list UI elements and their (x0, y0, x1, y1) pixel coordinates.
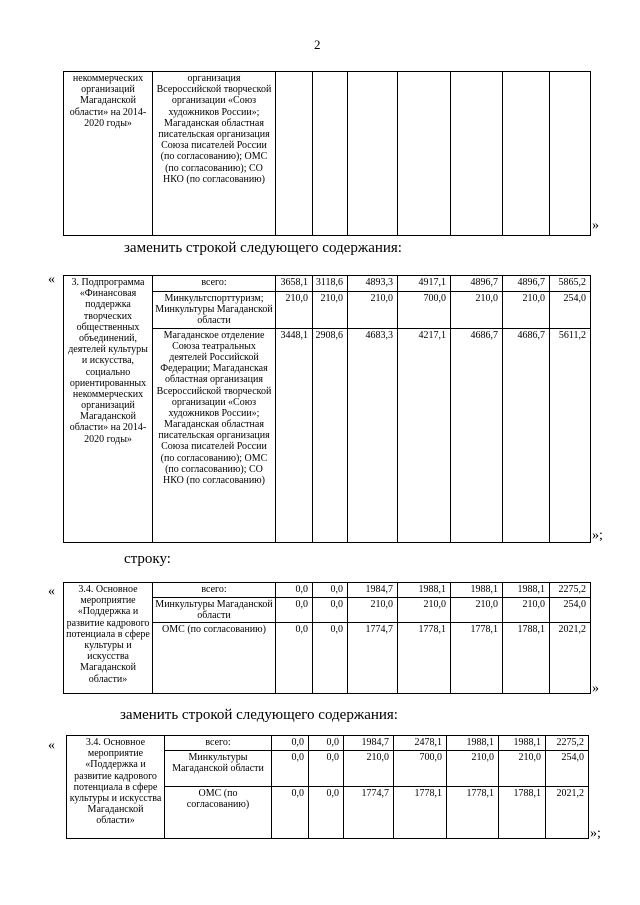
value-cell: 3448,1 (276, 328, 313, 542)
value-cell: 1988,1 (499, 736, 546, 751)
page-number: 2 (314, 37, 321, 52)
open-quote: « (48, 272, 55, 287)
value-cell: 1778,1 (447, 787, 499, 839)
program-name-cell: 3.4. Основное мероприятие «Поддержка и развитие кадрового потенциала в сфере культуры и искусства Магаданской области» (67, 736, 165, 839)
value-cell: 210,0 (348, 598, 398, 623)
value-cell: 210,0 (503, 292, 550, 329)
value-cell: 3658,1 (276, 276, 313, 292)
value-cell: 0,0 (309, 751, 344, 787)
value-cell (503, 72, 550, 236)
value-cell: 210,0 (499, 751, 546, 787)
value-cell: 4683,3 (348, 328, 398, 542)
value-cell: 700,0 (398, 292, 451, 329)
value-cell: 1988,1 (398, 583, 451, 598)
executor-cell: Минкультспорттуризм; Минкультуры Магаданской области (153, 292, 276, 329)
value-cell: 0,0 (276, 623, 313, 694)
executor-cell: Магаданское отделение Союза театральных деятелей Российской Федерации; Магаданская областная организация Всероссийской творческой организации «Союз художников России»; Магаданская областная писательская организация Союза писателей России (по согласованию); ОМС (по согласованию); СО НКО (по согласованию) (153, 328, 276, 542)
table-measure-old (63, 582, 591, 694)
value-cell: 4917,1 (398, 276, 451, 292)
value-cell: 4686,7 (451, 328, 503, 542)
value-cell: 254,0 (550, 292, 591, 329)
value-cell: 3118,6 (313, 276, 348, 292)
value-cell: 1788,1 (499, 787, 546, 839)
value-cell: 2275,2 (546, 736, 589, 751)
value-cell: 0,0 (313, 583, 348, 598)
executor-cell: ОМС (по согласованию) (165, 787, 272, 839)
program-name-cell: 3. Подпрограмма «Финансовая поддержка творческих общественных объединений, деятелей культуры и искусства, социально ориентированных некоммерческих организаций Магаданской области» на 2014-2020 годы» (64, 276, 153, 543)
close-quote: » (592, 681, 599, 696)
executor-cell: всего: (153, 583, 276, 598)
executor-cell: ОМС (по согласованию) (153, 623, 276, 694)
value-cell: 0,0 (313, 598, 348, 623)
table-subprogram-3 (63, 275, 591, 543)
value-cell: 210,0 (313, 292, 348, 329)
value-cell: 4686,7 (503, 328, 550, 542)
value-cell: 5865,2 (550, 276, 591, 292)
value-cell: 2275,2 (550, 583, 591, 598)
executor-cell: Минкультуры Магаданской области (153, 598, 276, 623)
value-cell: 4893,3 (348, 276, 398, 292)
value-cell: 210,0 (503, 598, 550, 623)
executor-cell: Минкультуры Магаданской области (165, 751, 272, 787)
value-cell: 4217,1 (398, 328, 451, 542)
value-cell: 210,0 (348, 292, 398, 329)
table-continuation (63, 71, 591, 236)
value-cell: 700,0 (394, 751, 447, 787)
value-cell: 1988,1 (503, 583, 550, 598)
value-cell: 1984,7 (344, 736, 394, 751)
value-cell: 4896,7 (451, 276, 503, 292)
value-cell: 1788,1 (503, 623, 550, 694)
value-cell: 0,0 (272, 787, 309, 839)
value-cell: 210,0 (447, 751, 499, 787)
value-cell: 1988,1 (447, 736, 499, 751)
value-cell: 0,0 (276, 598, 313, 623)
executor-cell: организация Всероссийской творческой организации «Союз художников России»; Магаданская областная писательская организация Союза писателей России (по согласованию); ОМС (по согласованию); СО НКО (по согласованию) (153, 72, 276, 236)
value-cell: 1778,1 (451, 623, 503, 694)
value-cell (313, 72, 348, 236)
value-cell: 254,0 (550, 598, 591, 623)
value-cell: 1778,1 (394, 787, 447, 839)
open-quote: « (48, 584, 55, 599)
executor-cell: всего: (153, 276, 276, 292)
value-cell: 0,0 (272, 736, 309, 751)
executor-cell: всего: (165, 736, 272, 751)
value-cell: 210,0 (398, 598, 451, 623)
value-cell: 210,0 (276, 292, 313, 329)
value-cell (451, 72, 503, 236)
close-quote: » (592, 218, 599, 233)
value-cell: 2021,2 (550, 623, 591, 694)
replace-phrase-1: заменить строкой следующего содержания: (124, 240, 402, 256)
row-phrase: строку: (124, 551, 171, 567)
value-cell: 0,0 (276, 583, 313, 598)
value-cell: 1988,1 (451, 583, 503, 598)
program-name-cell: некоммерческих организаций Магаданской области» на 2014-2020 годы» (64, 72, 153, 236)
value-cell: 0,0 (309, 787, 344, 839)
value-cell: 0,0 (272, 751, 309, 787)
value-cell: 210,0 (451, 292, 503, 329)
value-cell (348, 72, 398, 236)
value-cell: 4896,7 (503, 276, 550, 292)
close-quote: »; (590, 826, 601, 841)
open-quote: « (48, 738, 55, 753)
value-cell: 2021,2 (546, 787, 589, 839)
table-measure-new (66, 735, 589, 839)
value-cell: 2478,1 (394, 736, 447, 751)
close-quote: »; (592, 528, 603, 543)
value-cell: 254,0 (546, 751, 589, 787)
value-cell: 1774,7 (344, 787, 394, 839)
value-cell: 1778,1 (398, 623, 451, 694)
value-cell: 1774,7 (348, 623, 398, 694)
value-cell: 5611,2 (550, 328, 591, 542)
value-cell (276, 72, 313, 236)
value-cell (550, 72, 591, 236)
value-cell: 0,0 (313, 623, 348, 694)
value-cell: 1984,7 (348, 583, 398, 598)
value-cell: 2908,6 (313, 328, 348, 542)
value-cell: 210,0 (344, 751, 394, 787)
value-cell: 210,0 (451, 598, 503, 623)
program-name-cell: 3.4. Основное мероприятие «Поддержка и развитие кадрового потенциала в сфере культуры и искусства Магаданской области» (64, 583, 153, 694)
replace-phrase-2: заменить строкой следующего содержания: (120, 707, 398, 723)
value-cell (398, 72, 451, 236)
value-cell: 0,0 (309, 736, 344, 751)
